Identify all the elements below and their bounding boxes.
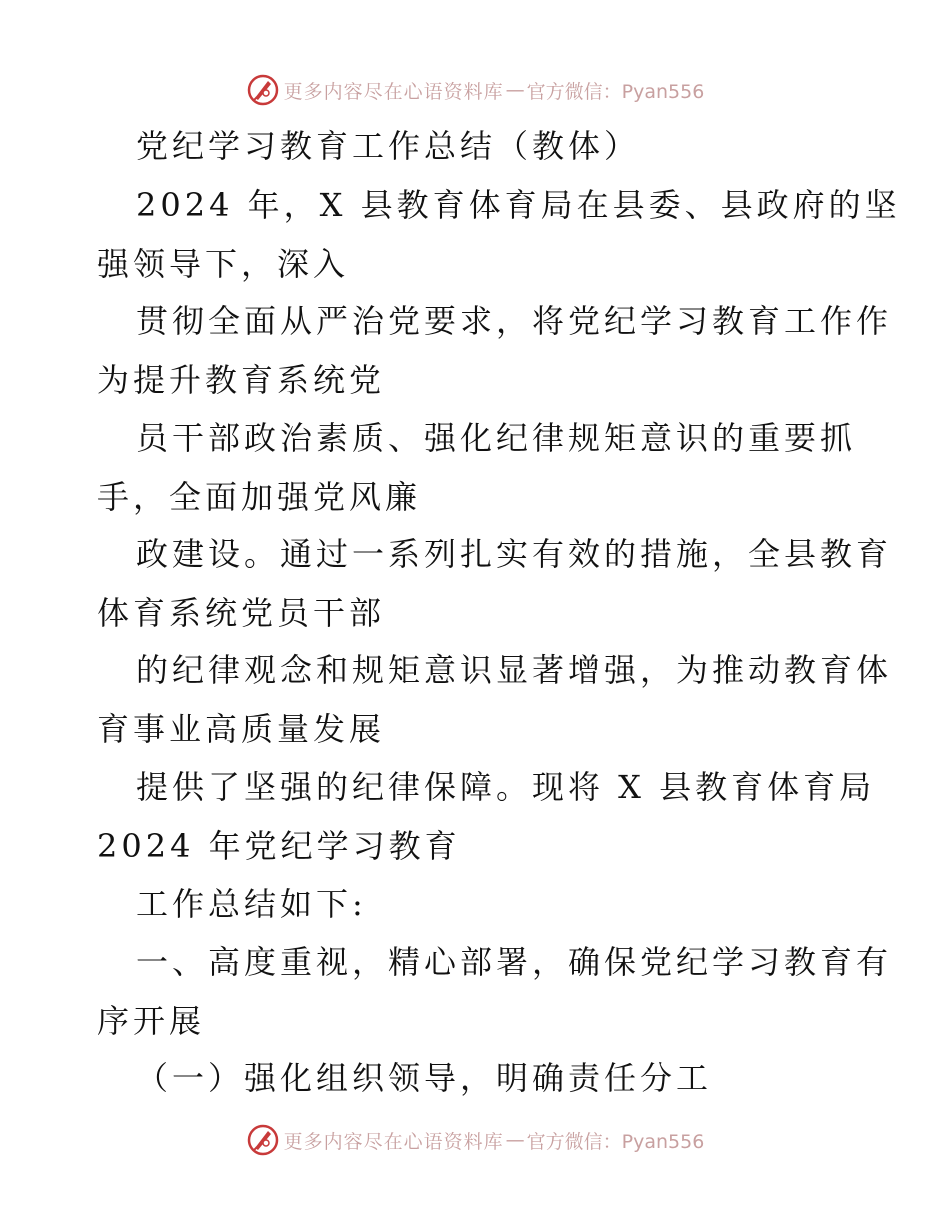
paragraph-line: 员干部政治素质、强化纪律规矩意识的重要抓 [136,419,857,457]
header-separator: — [505,79,525,101]
paragraph-line: 工作总结如下: [136,885,367,923]
paragraph-line: 2024 年，X 县教育体育局在县委、县政府的坚 [136,186,901,224]
paragraph-line: 强领导下，深入 [97,245,350,283]
quill-pen-icon [246,1123,280,1157]
paragraph-line: 2024 年党纪学习教育 [97,827,461,865]
section-heading-continued: 序开展 [97,1002,206,1040]
footer-contact: 官方微信：Pyan556 [526,1130,705,1153]
paragraph-line: 政建设。通过一系列扎实有效的措施，全县教育 [136,535,893,573]
footer-separator: — [505,1129,525,1151]
footer-site-name: 更多内容尽在心语资料库 [283,1130,504,1153]
paragraph-line: 的纪律观念和规矩意识显著增强，为推动教育体 [136,651,893,689]
paragraph-line: 提供了坚强的纪律保障。现将 X 县教育体育局 [136,768,876,806]
paragraph-line: 为提升教育系统党 [97,361,386,399]
paragraph-line: 手，全面加强党风廉 [97,478,422,516]
quill-pen-icon [246,73,280,107]
header-contact: 官方微信：Pyan556 [526,80,705,103]
footer-watermark-banner [0,1120,950,1160]
document-title: 党纪学习教育工作总结（教体） [136,127,641,165]
paragraph-line: 体育系统党员干部 [97,594,386,632]
paragraph-line: 育事业高质量发展 [97,710,386,748]
subsection-heading: （一）强化组织领导，明确责任分工 [136,1059,713,1097]
section-heading: 一、高度重视，精心部署，确保党纪学习教育有 [136,943,893,981]
header-site-name: 更多内容尽在心语资料库 [283,80,504,103]
header-watermark-banner [0,70,950,110]
paragraph-line: 贯彻全面从严治党要求，将党纪学习教育工作作 [136,302,893,340]
